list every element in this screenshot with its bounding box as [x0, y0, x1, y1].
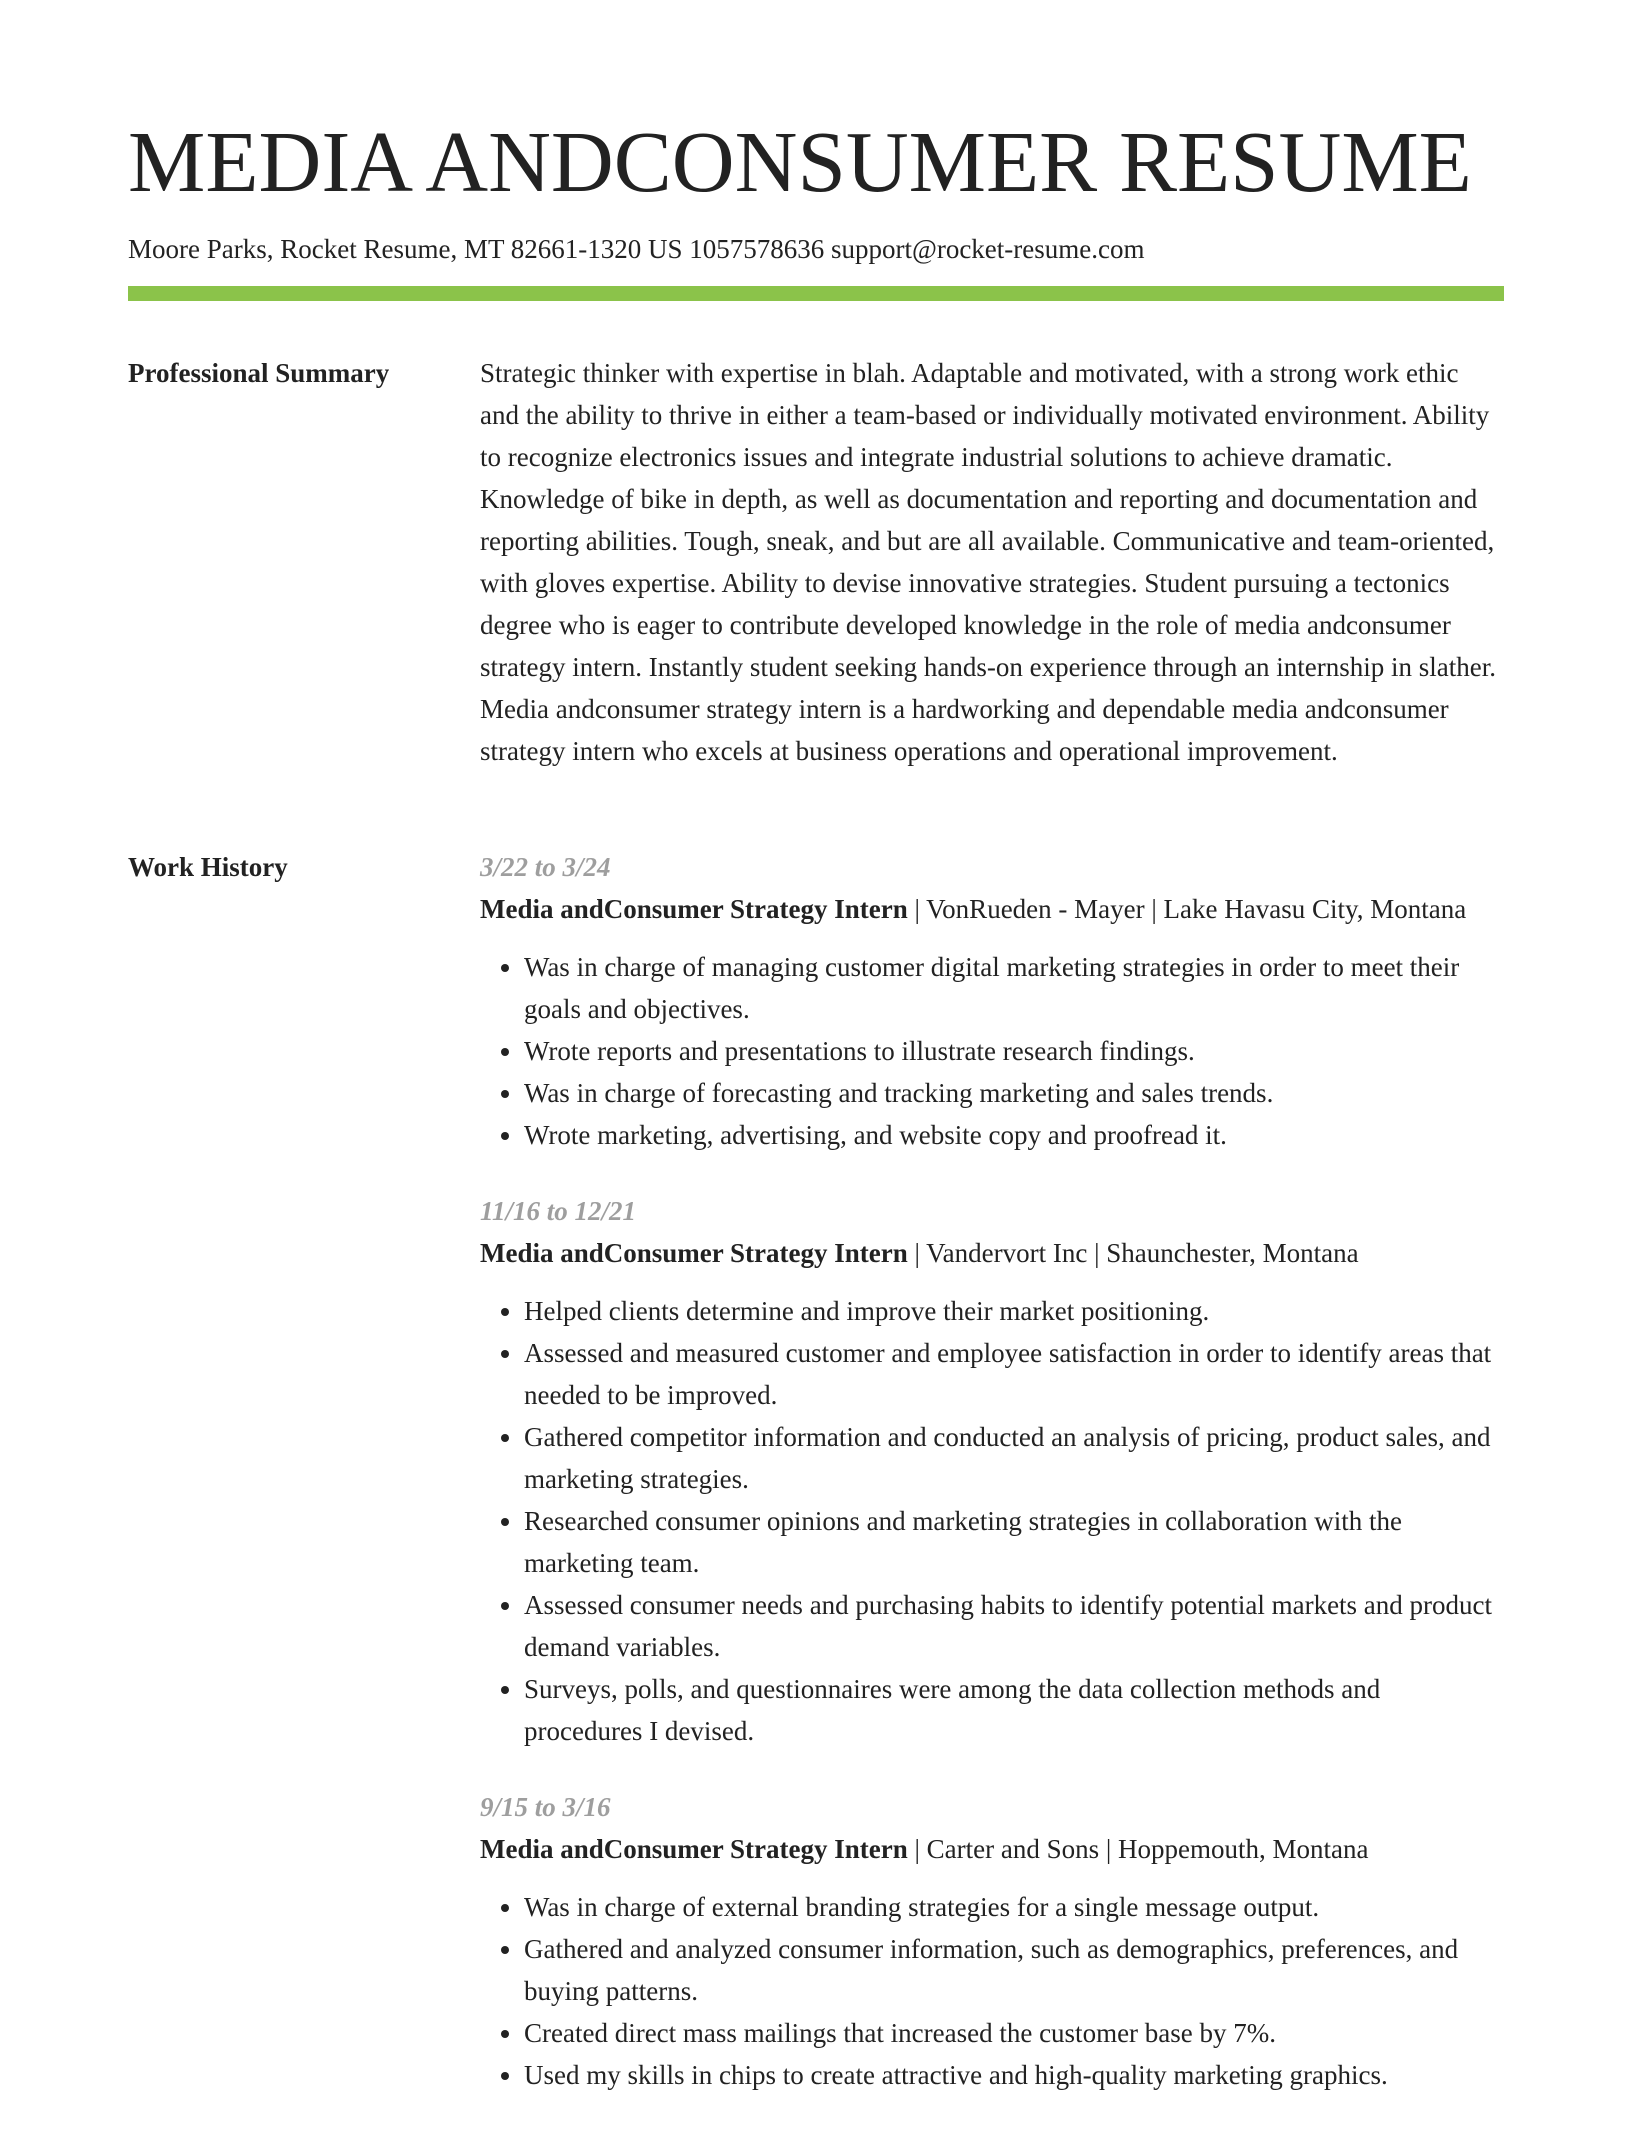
job-bullets [480, 1886, 1504, 2096]
job-dates: 11/16 to 12/21 [480, 1196, 637, 1226]
job-bullet: • Wrote marketing, advertising, and website copy and proofread it. [524, 1114, 1504, 1156]
job-bullet: • Helped clients determine and improve their market positioning. [524, 1290, 1504, 1332]
job-entry [480, 1786, 1504, 2096]
job-dates: 3/22 to 3/24 [480, 852, 611, 882]
job-title: Media andConsumer Strategy Intern [480, 1238, 908, 1268]
job-bullet: • Surveys, polls, and questionnaires were among the data collection methods and procedures I devised. [524, 1668, 1504, 1752]
job-heading [480, 1828, 1504, 1870]
work-history-body [480, 846, 1504, 2130]
job-bullet: • Created direct mass mailings that increased the customer base by 7%. [524, 2012, 1504, 2054]
job-dates: 9/15 to 3/16 [480, 1792, 611, 1822]
job-bullet: • Gathered and analyzed consumer information, such as demographics, preferences, and buying patterns. [524, 1928, 1504, 2012]
contact-line: Moore Parks, Rocket Resume, MT 82661-1320 US 1057578636 support@rocket-resume.com [128, 234, 1145, 264]
job-entry [480, 1190, 1504, 1752]
job-details: | VonRueden - Mayer | Lake Havasu City, Montana [907, 894, 1467, 924]
summary-heading: Professional Summary [128, 358, 390, 388]
job-bullets [480, 1290, 1504, 1752]
job-heading [480, 1232, 1504, 1274]
job-heading [480, 888, 1504, 930]
accent-divider [128, 286, 1504, 301]
job-bullets [480, 946, 1504, 1156]
job-bullet: • Assessed consumer needs and purchasing habits to identify potential markets and product demand variables. [524, 1584, 1504, 1668]
job-bullet: • Was in charge of external branding strategies for a single message output. [524, 1886, 1504, 1928]
job-title: Media andConsumer Strategy Intern [480, 1834, 908, 1864]
job-details: | Vandervort Inc | Shaunchester, Montana [907, 1238, 1359, 1268]
resume-title: MEDIA ANDCONSUMER RESUME [128, 113, 1472, 210]
job-bullet: • Wrote reports and presentations to illustrate research findings. [524, 1030, 1504, 1072]
job-bullet: • Was in charge of managing customer digital marketing strategies in order to meet their goals and objectives. [524, 946, 1504, 1030]
job-bullet: • Used my skills in chips to create attractive and high-quality marketing graphics. [524, 2054, 1504, 2096]
job-bullet: • Gathered competitor information and conducted an analysis of pricing, product sales, and marketing strategies. [524, 1416, 1504, 1500]
summary-body [480, 352, 1504, 772]
job-entry [480, 846, 1504, 1156]
summary-text: Strategic thinker with expertise in blah. Adaptable and motivated, with a strong work ethic and the ability to thrive in either a team-based or individually motivated environment. Ability to recognize electronics issues and integrate industrial solutions to achieve dramatic. Knowledge of bike in depth, as well as documentation and reporting and documentation and reporting abilities. Tough, sneak, and but are all available. Communicative and team-oriented, with gloves expertise. Ability to devise innovative strategies. Student pursuing a tectonics degree who is eager to contribute developed knowledge in the role of media andconsumer strategy intern. Instantly student seeking hands-on experience through an internship in slather. Media andconsumer strategy intern is a hardworking and dependable media andconsumer strategy intern who excels at business operations and operational improvement. [480, 358, 1496, 766]
work-history-heading: Work History [128, 852, 288, 882]
job-title: Media andConsumer Strategy Intern [480, 894, 908, 924]
job-details: | Carter and Sons | Hoppemouth, Montana [907, 1834, 1369, 1864]
job-bullet: • Assessed and measured customer and employee satisfaction in order to identify areas that needed to be improved. [524, 1332, 1504, 1416]
job-bullet: • Researched consumer opinions and marketing strategies in collaboration with the marketing team. [524, 1500, 1504, 1584]
job-bullet: • Was in charge of forecasting and tracking marketing and sales trends. [524, 1072, 1504, 1114]
